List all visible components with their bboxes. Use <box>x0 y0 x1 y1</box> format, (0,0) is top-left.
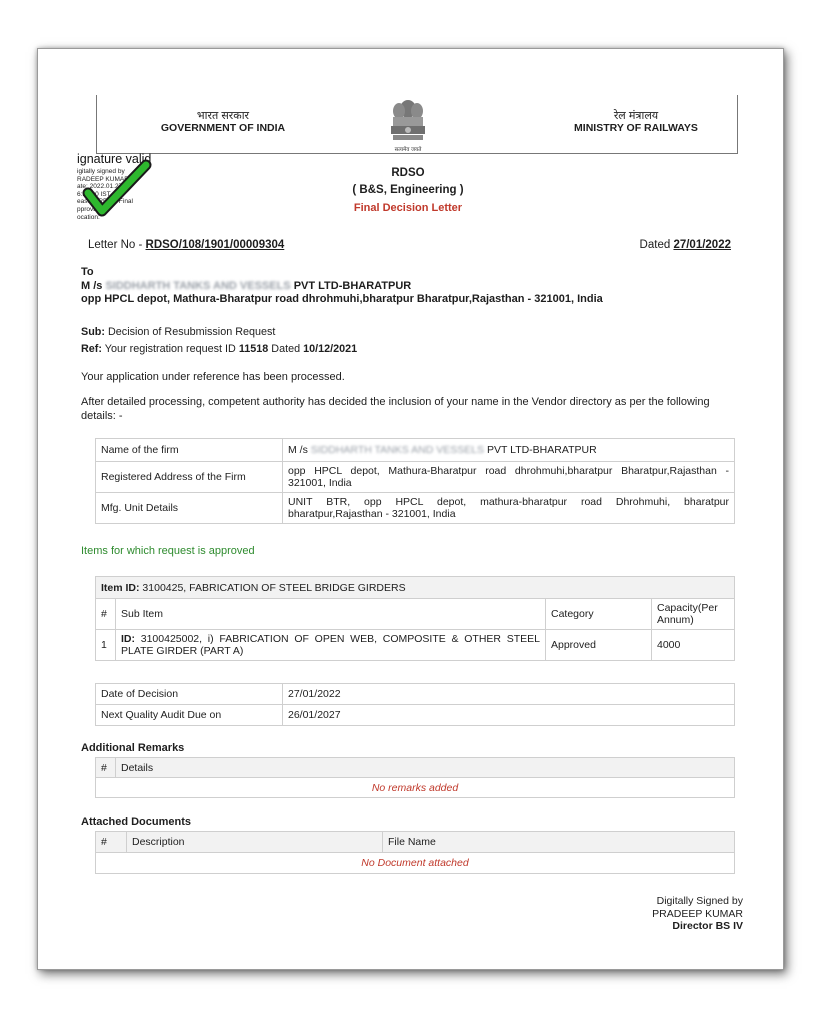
ministry-hindi: रेल मंत्रालय <box>613 110 659 122</box>
firm-name-suffix: PVT LTD-BHARATPUR <box>484 444 597 456</box>
table-row <box>96 462 735 493</box>
emblem-motto: सत्यमेव जयते <box>394 147 422 153</box>
row-id-label: ID: <box>121 633 135 645</box>
paragraph-processed: Your application under reference has been processed. <box>81 371 345 383</box>
dates-table <box>95 683 735 726</box>
subject-line <box>81 324 741 341</box>
remarks-col-details: Details <box>116 758 735 778</box>
ref-line <box>81 341 741 358</box>
remarks-col-no: # <box>96 758 116 778</box>
row-no: 1 <box>96 630 116 661</box>
audit-date-label: Next Quality Audit Due on <box>96 705 283 726</box>
table-row <box>96 778 735 798</box>
mfg-unit-value: UNIT BTR, opp HPCL depot, mathura-bharatpur road Dhrohmuhi, bharatpur bharatpur,Rajasthan - 321001, India <box>283 493 735 524</box>
checkmark-icon <box>82 159 152 219</box>
decision-date-value: 27/01/2022 <box>283 684 735 705</box>
signature-line: RADEEP KUMAR <box>77 175 129 183</box>
row-category: Approved <box>546 630 652 661</box>
gov-english: GOVERNMENT OF INDIA <box>160 122 286 134</box>
ministry-english: MINISTRY OF RAILWAYS <box>574 122 698 134</box>
firm-address-value: opp HPCL depot, Mathura-Bharatpur road dhrohmuhi,bharatpur Bharatpur,Rajasthan - 321001, India <box>283 462 735 493</box>
signoff-name: PRADEEP KUMAR <box>652 907 743 920</box>
subject-block <box>81 324 741 358</box>
documents-empty: No Document attached <box>96 853 735 874</box>
address-line: opp HPCL depot, Mathura-Bharatpur road dhrohmuhi,bharatpur Bharatpur,Rajasthan - 321001, India <box>81 293 603 305</box>
col-category: Category <box>546 599 652 630</box>
ref-dated: Dated <box>268 343 304 355</box>
decision-date-label: Date of Decision <box>96 684 283 705</box>
ref-id: 11518 <box>238 343 269 355</box>
doc-title: Final Decision Letter <box>353 202 463 214</box>
letter-no-value: RDSO/108/1901/00009304 <box>145 239 285 251</box>
sub-label: Sub: <box>81 326 105 338</box>
ref-date: 10/12/2021 <box>303 343 358 355</box>
table-row <box>96 630 735 661</box>
gov-hindi: भारत सरकार <box>196 110 250 122</box>
table-row <box>96 577 735 599</box>
firm-suffix: PVT LTD-BHARATPUR <box>290 279 412 292</box>
documents-col-description: Description <box>127 832 383 853</box>
col-capacity: Capacity(Per Annum) <box>652 599 735 630</box>
address-block <box>81 266 741 307</box>
national-emblem-icon <box>383 97 433 149</box>
ms-prefix: M /s <box>81 279 106 292</box>
approved-heading: Items for which request is approved <box>81 545 255 557</box>
firm-name-value <box>283 439 735 462</box>
table-row <box>96 853 735 874</box>
audit-date-value: 26/01/2027 <box>283 705 735 726</box>
letter-date <box>640 239 731 251</box>
signoff-block <box>652 895 743 933</box>
row-id-text: 3100425002, i) FABRICATION OF OPEN WEB, COMPOSITE & OTHER STEEL PLATE GIRDER (PART A) <box>121 633 540 657</box>
firm-address-label: Registered Address of the Firm <box>96 462 283 493</box>
firm-name-blurred-cell: SIDDHARTH TANKS AND VESSELS <box>310 444 485 456</box>
table-row <box>96 705 735 726</box>
col-sub-item: Sub Item <box>116 599 546 630</box>
firm-name-blurred: SIDDHARTH TANKS AND VESSELS <box>105 279 291 292</box>
remarks-table <box>95 757 735 798</box>
letter-page <box>37 48 784 970</box>
table-row <box>96 832 735 853</box>
item-table <box>95 576 735 661</box>
letter-number <box>88 239 284 251</box>
firm-table <box>95 438 735 524</box>
item-header <box>96 577 735 599</box>
paragraph-details: After detailed processing, competent authority has decided the inclusion of your name in the Vendor directory as per the following details: - <box>81 396 710 422</box>
dated-value: 27/01/2022 <box>673 239 731 251</box>
table-row <box>96 439 735 462</box>
firm-name-prefix: M /s <box>288 444 311 456</box>
documents-col-no: # <box>96 832 127 853</box>
letter-no-label: Letter No - <box>88 239 146 251</box>
signoff-line1: Digitally Signed by <box>656 895 743 907</box>
documents-heading: Attached Documents <box>81 816 192 828</box>
signoff-designation: Director BS IV <box>672 920 743 932</box>
item-id-label: Item ID: <box>101 581 140 594</box>
item-id-text: 3100425, FABRICATION OF STEEL BRIDGE GIRDERS <box>139 581 406 594</box>
remarks-empty: No remarks added <box>96 778 735 798</box>
table-row <box>96 684 735 705</box>
dated-label: Dated <box>639 239 674 251</box>
sub-text: Decision of Resubmission Request <box>105 326 276 338</box>
dept-title: ( B&S, Engineering ) <box>352 184 464 196</box>
org-title: RDSO <box>391 167 425 179</box>
mfg-unit-label: Mfg. Unit Details <box>96 493 283 524</box>
signature-line: ocation: <box>77 213 100 221</box>
remarks-heading: Additional Remarks <box>81 742 185 754</box>
ref-text: Your registration request ID <box>102 343 239 355</box>
signature-line: igitally signed by <box>77 168 125 175</box>
signature-line: pproval <box>77 205 99 213</box>
col-no: # <box>96 599 116 630</box>
table-row <box>96 758 735 778</box>
signature-line: eason: RDSO Final <box>77 198 133 206</box>
signature-status: ignature valid <box>77 152 152 166</box>
address-to: To <box>81 266 94 278</box>
row-capacity: 4000 <box>652 630 735 661</box>
table-row <box>96 493 735 524</box>
firm-name-label: Name of the firm <box>96 439 283 462</box>
signature-line: 6:15:00 IST <box>77 190 111 198</box>
address-firm <box>81 280 741 294</box>
row-sub-item <box>116 630 546 661</box>
ref-label: Ref: <box>81 343 102 355</box>
table-row <box>96 599 735 630</box>
documents-col-file: File Name <box>383 832 735 853</box>
documents-table <box>95 831 735 874</box>
signature-line: ate: 2022.01.27 <box>77 183 123 191</box>
